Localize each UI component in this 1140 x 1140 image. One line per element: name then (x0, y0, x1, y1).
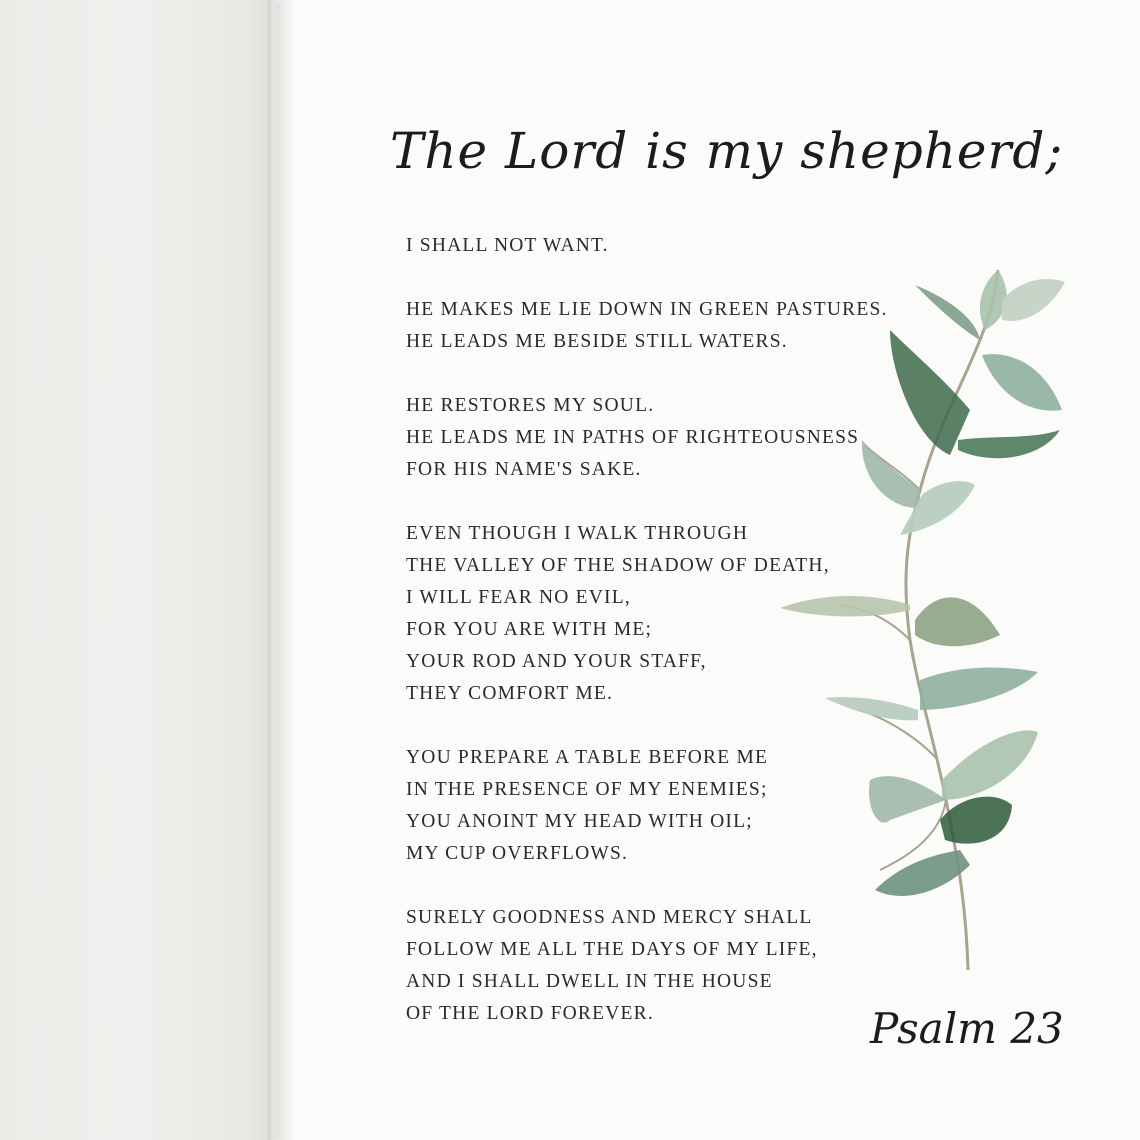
verse-line: AND I SHALL DWELL IN THE HOUSE (406, 971, 773, 992)
verse-line: HE RESTORES MY SOUL. (406, 395, 655, 416)
psalm-signature: Psalm 23 (870, 1004, 1064, 1053)
verse-line: MY CUP OVERFLOWS. (406, 843, 629, 864)
verse-line: HE LEADS ME IN PATHS OF RIGHTEOUSNESS (406, 427, 860, 448)
verse-line: FOR HIS NAME'S SAKE. (406, 459, 642, 480)
verse-line: I SHALL NOT WANT. (406, 235, 609, 256)
verse-line: SURELY GOODNESS AND MERCY SHALL (406, 907, 813, 928)
verse-line: EVEN THOUGH I WALK THROUGH (406, 523, 749, 544)
wall-background (0, 0, 290, 1140)
verse-line: IN THE PRESENCE OF MY ENEMIES; (406, 779, 768, 800)
verse-line: HE LEADS ME BESIDE STILL WATERS. (406, 331, 788, 352)
verse-line: HE MAKES ME LIE DOWN IN GREEN PASTURES. (406, 299, 888, 320)
leaves (780, 270, 1065, 896)
verse-line: THEY COMFORT ME. (406, 683, 614, 704)
frame-edge (268, 0, 280, 1140)
eucalyptus-illustration (770, 240, 1080, 980)
verse-line: THE VALLEY OF THE SHADOW OF DEATH, (406, 555, 830, 576)
verse-line: YOU ANOINT MY HEAD WITH OIL; (406, 811, 753, 832)
verse-line: YOUR ROD AND YOUR STAFF, (406, 651, 707, 672)
verse-line: FOLLOW ME ALL THE DAYS OF MY LIFE, (406, 939, 818, 960)
verse-line: I WILL FEAR NO EVIL, (406, 587, 631, 608)
verse-line: YOU PREPARE A TABLE BEFORE ME (406, 747, 769, 768)
script-title: The Lord is my shepherd; (390, 122, 1064, 180)
verse-line: FOR YOU ARE WITH ME; (406, 619, 653, 640)
verse-line: OF THE LORD FOREVER. (406, 1003, 654, 1024)
